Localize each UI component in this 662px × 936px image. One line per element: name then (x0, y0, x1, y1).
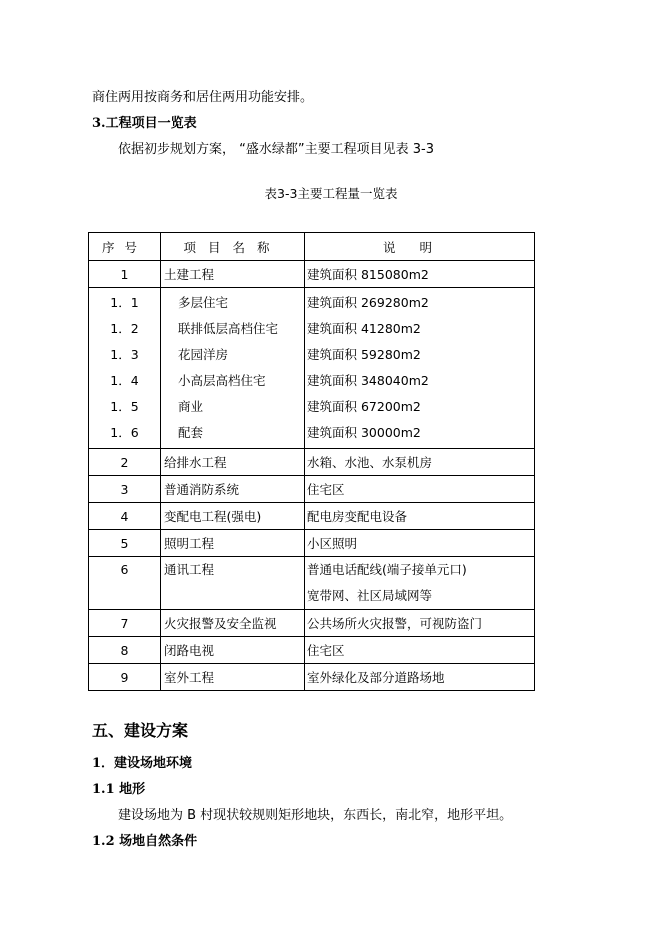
subsection-1-heading: 1．建设场地环境 (92, 756, 193, 771)
section-5-heading: 五、建设方案 (92, 721, 189, 740)
header-no: 序号 (89, 233, 161, 261)
row6-name: 通讯工程 (164, 562, 215, 577)
table-caption: 表3-3主要工程量一览表 (264, 186, 398, 201)
table-row (89, 530, 535, 557)
table-row (89, 637, 535, 664)
subrow-name: 多层住宅 (178, 295, 229, 310)
subrow-desc-cell (305, 288, 535, 449)
section-heading-3: 3.工程项目一览表 (92, 116, 197, 131)
subrow-desc: 建筑面积 59280m2 (307, 347, 421, 362)
cell-desc: 室外绿化及部分道路场地 (305, 664, 535, 691)
cell-desc: 住宅区 (305, 637, 535, 664)
cell-desc: 建筑面积 815080m2 (305, 261, 535, 288)
subrow-name-cell (161, 288, 305, 449)
subrow-no: 1．6 (110, 425, 139, 440)
subrow-name: 联排低层高档住宅 (178, 321, 279, 336)
cell-name: 室外工程 (161, 664, 305, 691)
cell-desc: 住宅区 (305, 476, 535, 503)
row6-no: 6 (120, 562, 129, 577)
project-table (88, 232, 535, 691)
subsection-1-1-heading: 1.1 地形 (92, 782, 146, 797)
table-header-row (89, 233, 535, 261)
subrow-no: 1．5 (110, 399, 139, 414)
cell-name: 闭路电视 (161, 637, 305, 664)
table-row (89, 664, 535, 691)
cell-no: 9 (89, 664, 161, 691)
intro-paragraph: 商住两用按商务和居住两用功能安排。 (92, 90, 314, 105)
header-name: 项目名称 (161, 233, 305, 261)
subrow-name: 花园洋房 (178, 347, 229, 362)
subrow-desc: 建筑面积 269280m2 (307, 295, 429, 310)
table-subrows (89, 288, 535, 449)
subsection-1-2-heading: 1.2 场地自然条件 (92, 834, 198, 849)
subrow-name: 商业 (178, 399, 204, 414)
cell-name: 照明工程 (161, 530, 305, 557)
subrow-no: 1．1 (110, 295, 139, 310)
cell-no: 5 (89, 530, 161, 557)
subrow-no: 1．2 (110, 321, 139, 336)
cell-no: 1 (89, 261, 161, 288)
subrow-no: 1．3 (110, 347, 139, 362)
cell-no: 2 (89, 449, 161, 476)
subrow-desc: 建筑面积 30000m2 (307, 425, 421, 440)
subrow-name: 配套 (178, 425, 204, 440)
cell-desc (305, 557, 535, 610)
subrow-desc: 建筑面积 348040m2 (307, 373, 429, 388)
cell-no (89, 557, 161, 610)
subrow-no: 1．4 (110, 373, 139, 388)
table-row (89, 261, 535, 288)
table-row (89, 503, 535, 530)
cell-name: 火灾报警及安全监视 (161, 610, 305, 637)
cell-no: 3 (89, 476, 161, 503)
header-desc: 说明 (305, 233, 535, 261)
cell-no: 7 (89, 610, 161, 637)
cell-no: 8 (89, 637, 161, 664)
table-row (89, 449, 535, 476)
cell-name: 普通消防系统 (161, 476, 305, 503)
cell-no: 4 (89, 503, 161, 530)
terrain-paragraph: 建设场地为 B 村现状较规则矩形地块，东西长，南北窄，地形平坦。 (118, 808, 513, 823)
cell-name: 土建工程 (161, 261, 305, 288)
subrow-desc: 建筑面积 67200m2 (307, 399, 421, 414)
table-row (89, 557, 535, 610)
row6-desc-line2: 宽带网、社区局域网等 (307, 588, 433, 603)
cell-name (161, 557, 305, 610)
cell-desc: 配电房变配电设备 (305, 503, 535, 530)
cell-name: 变配电工程(强电) (161, 503, 305, 530)
cell-desc: 公共场所火灾报警，可视防盗门 (305, 610, 535, 637)
table-row (89, 610, 535, 637)
cell-name: 给排水工程 (161, 449, 305, 476)
subrow-desc: 建筑面积 41280m2 (307, 321, 421, 336)
table-row (89, 476, 535, 503)
subrow-no-cell (89, 288, 161, 449)
cell-desc: 小区照明 (305, 530, 535, 557)
row6-desc-line1: 普通电话配线(端子接单元口) (307, 562, 467, 577)
cell-desc: 水箱、水池、水泵机房 (305, 449, 535, 476)
subrow-name: 小高层高档住宅 (178, 373, 266, 388)
plan-paragraph: 依据初步规划方案， “盛水绿都”主要工程项目见表 3-3 (118, 142, 434, 157)
